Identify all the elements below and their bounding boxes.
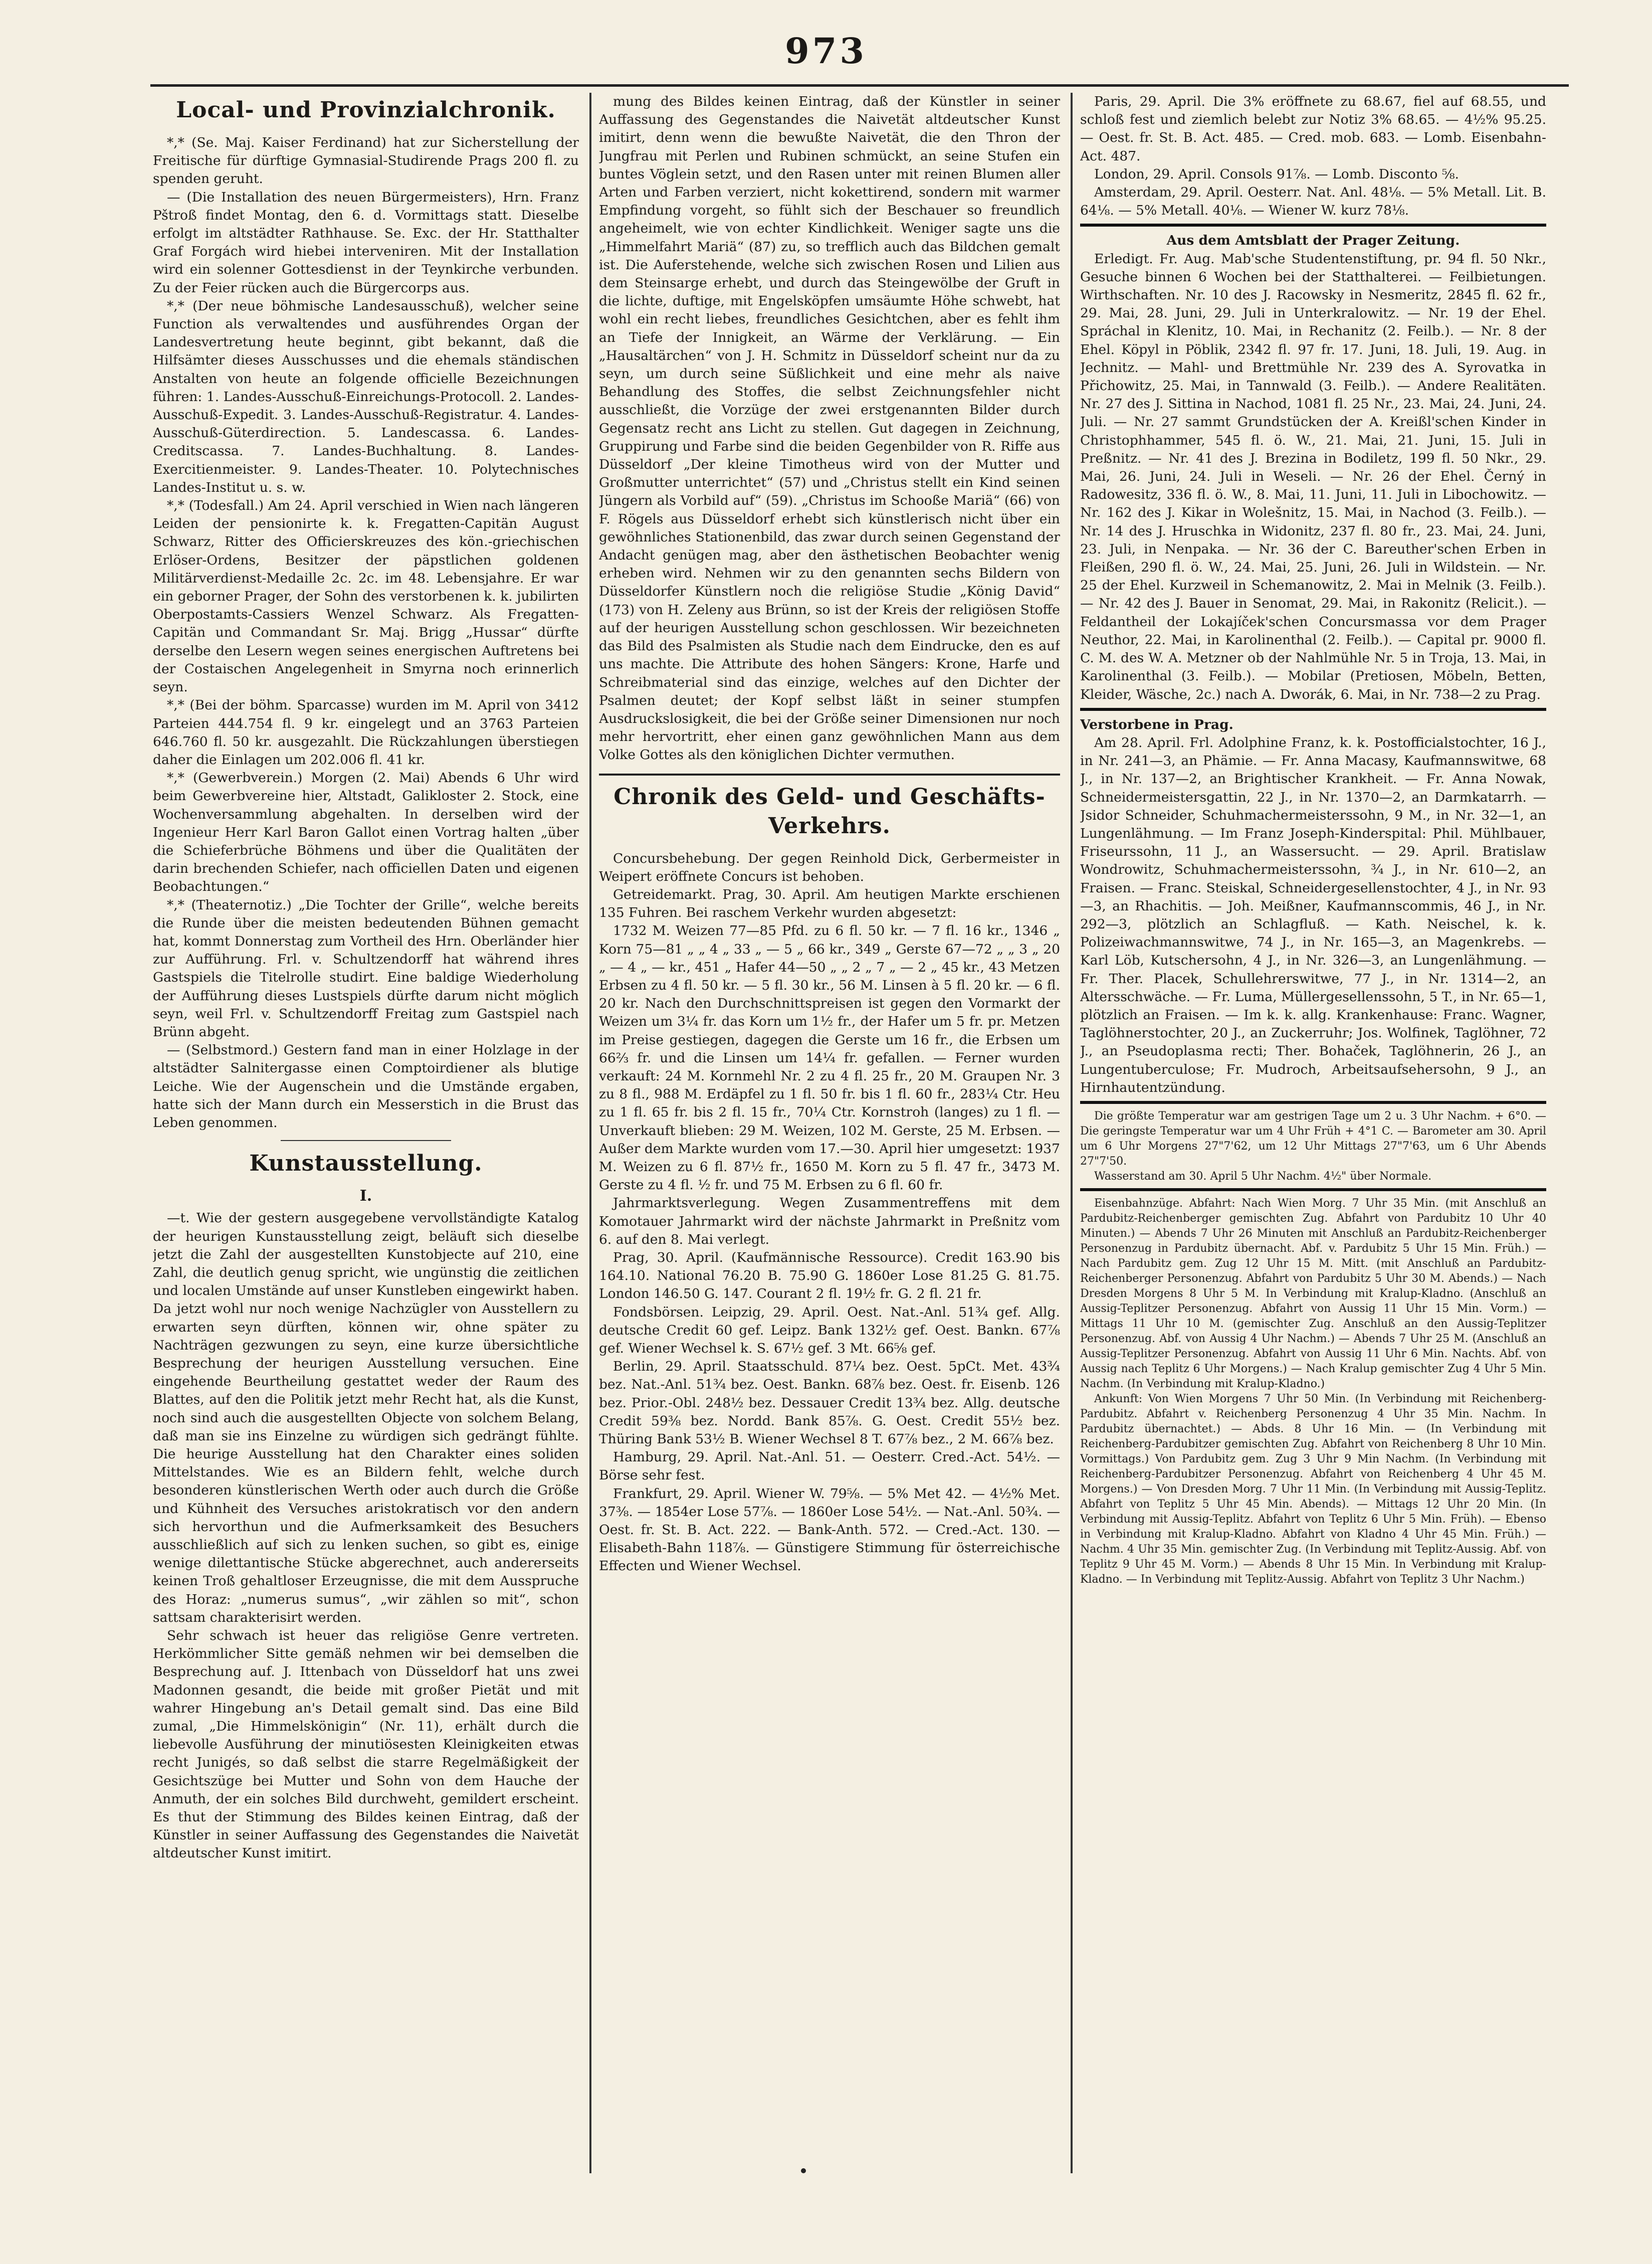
article-paragraph: Berlin, 29. April. Staatsschuld. 87¼ bez. Oest. 5pCt. Met. 43¾ bez. Nat.-Anl. 51¾ bez. Oest. Bankn. 68⅞ bez. Oest. fr. Eisenb. 126 bez. Prior.-Obl. 248½ bez. Dessauer Credit 13¾ bez. Allg. deutsche Credit 59⅜ bez. Nordd. Bank 85⅞. G. Oest. Credit 55½ bez. Thüring Bank 53½ B. Wiener Wechsel 8 T. 67⅞ bez., 2 M. 66⅞ bez. [599, 1359, 1060, 1447]
column-2 [599, 93, 1060, 2198]
deceased-heading: Verstorbene in Prag. [1080, 716, 1233, 732]
column-divider-2 [1071, 93, 1073, 2173]
local-chronicle-heading: Local- und Provinzialchronik. [176, 97, 556, 123]
weather-note: Die größte Temperatur war am gestrigen Tage um 2 u. 3 Uhr Nachm. + 6°0. — Die geringste Temperatur war um 4 Uhr Früh + 4°1 C. — Barometer am 30. April um 6 Uhr Morgens 27"7'62, um 12 Uhr Mittags 27"7'63, um 6 Uhr Abends 27"7'50. [1080, 1109, 1546, 1168]
page-number: 973 [784, 30, 868, 72]
column-divider-1 [589, 93, 591, 2173]
article-paragraph: —t. Wie der gestern ausgegebene vervollständigte Katalog der heurigen Kunstausstellung zeigt, beläuft sich dieselbe jetzt die Zahl der ausgestellten Kunstobjecte auf 210, eine Zahl, die deutlich genug spricht, wie ungünstig die zeitlichen und localen Umstände auf unser Kunstleben eingewirkt haben. Da jetzt wohl nur noch wenige Nachzügler von Ausstellern zu erwarten seyn dürften, können wir, ohne später zu Nachträgen gezwungen zu seyn, eine kurze übersichtliche Besprechung der heurigen Ausstellung versuchen. Eine eingehende Beurtheilung gestattet weder der Raum des Blattes, auf den die Politik jetzt mehr Recht hat, als die Kunst, noch sind auch die ausgestellten Objecte von solchem Belang, daß man sie ins Einzelne zu würdigen sich gedrängt fühlte. Die heurige Ausstellung hat den Charakter eines soliden Mittelstandes. Wie es an Bildern fehlt, welche durch besonderen künstlerischen Werth oder auch durch die Größe und Kühnheit des Versuches aristokratisch vor den andern sich hervorthun und die Aufmerksamkeit des Besuchers ausschließlich auf sich zu lenken suchen, so gibt es, einige wenige dilettantische Stücke abgerechnet, auch andererseits keinen Troß gehaltloser Erzeugnisse, die mit dem Ausspruche des Horaz: „numerus sumus“, „wir zählen so mit“, schon sattsam charakterisirt werden. [153, 1210, 579, 1625]
article-paragraph: Frankfurt, 29. April. Wiener W. 79⅝. — 5% Met 42. — 4½% Met. 37⅜. — 1854er Lose 57⅞. — 1860er Lose 54½. — Nat.-Anl. 50¾. — Oest. fr. St. B. Act. 222. — Bank-Anth. 572. — Cred.-Act. 130. — Elisabeth-Bahn 118⅞. — Günstigere Stimmung für österreichische Effecten und Wiener Wechsel. [599, 1485, 1060, 1574]
header-rule [150, 84, 1569, 87]
art-exhibition-heading: Kunstausstellung. [249, 1151, 483, 1177]
article-paragraph: 1732 M. Weizen 77—85 Pfd. zu 6 fl. 50 kr. — 7 fl. 16 kr., 1346 „ Korn 75—81 „ „ 4 „ 33 „ — 5 „ 66 kr., 349 „ Gerste 67—72 „ „ 3 „ 20 „ — 4 „ — kr., 451 „ Hafer 44—50 „ „ 2 „ 7 „ — 2 „ 45 kr., 43 Metzen Erbsen zu 4 fl. 50 kr. — 5 fl. 30 kr., 56 M. Linsen à 5 fl. 20 kr. — 6 fl. 20 kr. Nach den Durchschnittspreisen ist gegen den Vormarkt der Weizen um 3¼ fr. das Korn um 1½ fr., der Hafer um 5 fr. pr. Metzen im Preise gestiegen, dagegen die Gerste um 16 fr., die Erbsen um 66⅔ fr. und die Linsen um 14¼ fr. gefallen. — Ferner wurden verkauft: 24 M. Kornmehl Nr. 2 zu 4 fl. 25 fr., 20 M. Graupen Nr. 3 zu 8 fl., 988 M. Erdäpfel zu 1 fl. 50 fr. bis 1 fl. 60 fr., 283¼ Ctr. Heu zu 1 fl. 65 fr. bis 2 fl. 15 fr., 70¼ Ctr. Kornstroh (langes) zu 1 fl. — Unverkauft blieben: 29 M. Weizen, 102 M. Gerste, 25 M. Erbsen. — Außer dem Markte wurden vom 17.—30. April hier umgesetzt: 1937 M. Weizen zu 6 fl. 87½ fr., 1650 M. Korn zu 5 fl. 47 fr., 3473 M. Gerste zu 4 fl. ½ fr. und 75 M. Erbsen zu 6 fl. 60 fr. [599, 923, 1060, 1193]
article-paragraph: *,* (Se. Maj. Kaiser Ferdinand) hat zur Sicherstellung der Freitische für dürftige Gymnasial-Studirende Prags 200 fl. zu spenden geruht. [153, 135, 579, 187]
article-paragraph: Fondsbörsen. Leipzig, 29. April. Oest. Nat.-Anl. 51¾ gef. Allg. deutsche Credit 60 gef. Leipz. Bank 132½ gef. Oest. Bankn. 67⅞ gef. Wiener Wechsel k. S. 67½ gef. 3 Mt. 66⅝ gef. [599, 1304, 1060, 1356]
article-paragraph: *,* (Theaternotiz.) „Die Tochter der Grille“, welche bereits die Runde über die meisten bedeutenden Bühnen gemacht hat, kommt Donnerstag zum Vortheil des Hrn. Oberländer hier zur Aufführung. Frl. v. Schultzendorff hat während ihres Gastspiels die Titelrolle studirt. Eine baldige Wiederholung der Aufführung dieses Lustspiels dürfte darum nicht möglich seyn, weil Frl. v. Schultzendorff Freitag zum Gastspiel nach Brünn abgeht. [153, 897, 579, 1040]
railway-arrivals: Ankunft: Von Wien Morgens 7 Uhr 50 Min. (In Verbindung mit Reichenberg-Pardubitz. Abfahrt v. Reichenberg Personenzug 4 Uhr 35 Min. Nachm. In Pardubitz übernachtet.) — Abds. 8 Uhr 16 Min. — (In Verbindung mit Reichenberg-Pardubitzer gemischten Zug. Abfahrt von Reichenberg 8 Uhr 10 Min. Vormittags.) Von Pardubitz gem. Zug 3 Uhr 9 Min Nachm. (In Verbindung mit Reichenberg-Pardubitzer Personenzug. Abfahrt von Reichenberg 4 Uhr 45 M. Morgens.) — Von Dresden Morg. 7 Uhr 11 Min. (In Verbindung mit Aussig-Teplitz. Abfahrt von Teplitz 5 Uhr 45 Min. Abends). — Mittags 12 Uhr 20 Min. (In Verbindung mit Aussig-Teplitz. Abfahrt von Teplitz 6 Uhr 5 Min. Früh). — Ebenso in Verbindung mit Kralup-Kladno. Abfahrt von Kladno 4 Uhr 45 Min. Früh.) — Nachm. 4 Uhr 35 Min. gemischter Zug. (In Verbindung mit Teplitz-Aussig. Abf. von Teplitz 9 Uhr 45 M. Vorm.) — Abends 8 Uhr 15 Min. In Verbindung mit Kralup-Kladno. — In Verbindung mit Teplitz-Aussig. Abfahrt von Teplitz 3 Uhr Nachm.) [1080, 1392, 1546, 1586]
section-divider [1080, 708, 1546, 711]
article-paragraph: Prag, 30. April. (Kaufmännische Ressource). Credit 163.90 bis 164.10. National 76.20 B. 75.90 G. 1860er Lose 81.25 G. 81.75. London 146.50 G. 147. Courant 2 fl. 19½ fr. G. 2 fl. 21 fr. [599, 1249, 1060, 1302]
art-exhibition-part-number: I. [359, 1187, 372, 1205]
article-paragraph: *,* (Bei der böhm. Sparcasse) wurden im M. April von 3412 Parteien 444.754 fl. 9 kr. eingelegt und an 3763 Parteien 646.760 fl. 50 kr. ausgezahlt. Die Rückzahlungen überstiegen daher die Einlagen um 202.006 fl. 41 kr. [153, 697, 579, 768]
water-level-note: Wasserstand am 30. April 5 Uhr Nachm. 4½" über Normale. [1094, 1170, 1432, 1183]
article-paragraph: *,* (Todesfall.) Am 24. April verschied in Wien nach längeren Leiden der pensionirte k. k. Fregatten-Capitän August Schwarz, Ritter des Officierskreuzes des kön.-griechischen Erlöser-Ordens, Besitzer der päpstlichen goldenen Militärverdienst-Medaille 2c. 2c. im 48. Lebensjahre. Er war ein geborner Prager, der Sohn des verstorbenen k. k. jubilirten Oberpostamts-Cassiers Wenzel Schwarz. Als Fregatten-Capitän und Commandant Sr. Maj. Brigg „Hussar“ dürfte derselbe den Lesern wegen seines energischen Auftretens bei der Costaischen Angelegenheit in Smyrna noch erinnerlich seyn. [153, 498, 579, 695]
article-paragraph: Concursbehebung. Der gegen Reinhold Dick, Gerbermeister in Weipert eröffnete Concurs ist behoben. [599, 850, 1060, 884]
article-paragraph: *,* (Gewerbverein.) Morgen (2. Mai) Abends 6 Uhr wird beim Gewerbvereine hier, Altstadt, Galikloster 2. Stock, eine Wochenversammlung abgehalten. In derselben wird der Ingenieur Herr Karl Baron Gallot einen Vortrag halten „über die Schieferbrüche Böhmens und über die Qualitäten der darin brechenden Schiefer, nach officiellen Daten und eigenen Beobachtungen.“ [153, 770, 579, 895]
money-business-chronicle-heading: Chronik des Geld- und Geschäfts-Verkehrs. [613, 784, 1046, 839]
article-paragraph: Sehr schwach ist heuer das religiöse Genre vertreten. Herkömmlicher Sitte gemäß nehmen wir bei demselben die Besprechung auf. J. Ittenbach von Düsseldorf hat uns zwei Madonnen gesandt, die beide mit großer Pietät und mit wahrer Hingebung an's Detail gemalt sind. Das eine Bild zumal, „Die Himmelskönigin“ (Nr. 11), erhält durch die liebevolle Ausführung der minutiösesten Kleinigkeiten etwas recht Junigés, so daß selbst die starre Regelmäßigkeit der Gesichtszüge bei Mutter und Sohn von dem Hauche der Anmuth, der ein solches Bild durchweht, gemildert erscheint. Es thut der Stimmung des Bildes keinen Eintrag, daß der Künstler in seiner Auffassung des Gegenstandes die Naivetät altdeutscher Kunst imitirt. [153, 1628, 579, 1861]
article-paragraph: Jahrmarktsverlegung. Wegen Zusammentreffens mit dem Komotauer Jahrmarkt wird der nächste Jahrmarkt in Preßnitz vom 6. auf den 8. Mai verlegt. [599, 1195, 1060, 1247]
section-divider [599, 774, 1060, 776]
footer-dot [801, 2168, 806, 2173]
article-paragraph: — (Selbstmord.) Gestern fand man in einer Holzlage in der altstädter Salnitergasse einen Comptoirdiener als blutige Leiche. Wie der Augenschein und die Umstände ergaben, hatte sich der Mann durch ein Messerstich in die Brust das Leben genommen. [153, 1042, 579, 1130]
article-paragraph: *,* (Der neue böhmische Landesausschuß), welcher seine Function als verwaltendes und ausführendes Organ der Landesvertretung heute beginnt, gibt bekannt, daß die Hilfsämter dieses Ausschusses und die ehemals ständischen Anstalten von heute an folgende officielle Bezeichnungen führen: 1. Landes-Ausschuß-Einreichungs-Protocoll. 2. Landes-Ausschuß-Expedit. 3. Landes-Ausschuß-Registratur. 4. Landes-Ausschuß-Güterdirection. 5. Landescassa. 6. Landes-Creditscassa. 7. Landes-Buchhaltung. 8. Landes-Exercitienmeister. 9. Landes-Theater. 10. Polytechnisches Landes-Institut u. s. w. [153, 298, 579, 495]
section-divider [1080, 1188, 1546, 1191]
official-gazette-heading: Aus dem Amtsblatt der Prager Zeitung. [1166, 233, 1460, 249]
railway-departures: Eisenbahnzüge. Abfahrt: Nach Wien Morg. 7 Uhr 35 Min. (mit Anschluß an Pardubitz-Reichenberger gemischten Zug. Abfahrt von Pardubitz 10 Uhr 40 Minuten.) — Abends 7 Uhr 26 Minuten mit Anschluß an Pardubitz-Reichenberger Personenzug in Pardubitz übernacht. Abf. v. Pardubitz 5 Uhr 15 Min. Früh.) — Nach Pardubitz gem. Zug 12 Uhr 15 M. Mitt. (mit Anschluß an Pardubitz-Reichenberger Personenzug. Abfahrt von Pardubitz 5 Uhr 30 M. Abends.) — Nach Dresden Morgens 8 Uhr 5 M. In Verbindung mit Kralup-Kladno. (Anschluß an Aussig-Teplitzer Personenzug. Abfahrt von Aussig 11 Uhr 15 Min. Vorm.) — Mittags 11 Uhr 10 M. (gemischter Zug. Anschluß an den Aussig-Teplitzer Personenzug. Abf. von Aussig 4 Uhr Nachm.) — Abends 7 Uhr 25 M. (Anschluß an Aussig-Teplitzer Personenzug. Abfahrt von Aussig 11 Uhr 6 Min. Nachts. Abf. von Aussig nach Teplitz 6 Uhr Morgens.) — Nach Kralup gemischter Zug 4 Uhr 5 Min. Nachm. (In Verbindung mit Kralup-Kladno.) [1080, 1197, 1546, 1390]
article-paragraph: Amsterdam, 29. April. Oesterr. Nat. Anl. 48⅛. — 5% Metall. Lit. B. 64⅛. — 5% Metall. 40⅛. — Wiener W. kurz 78⅛. [1080, 184, 1546, 219]
article-paragraph: Hamburg, 29. April. Nat.-Anl. 51. — Oesterr. Cred.-Act. 54½. — Börse sehr fest. [599, 1449, 1060, 1483]
article-paragraph: Am 28. April. Frl. Adolphine Franz, k. k. Postofficialstochter, 16 J., in Nr. 241—3, an Phämie. — Fr. Anna Macasy, Kaufmannswitwe, 68 J., in Nr. 137—2, an Brightischer Krankheit. — Fr. Anna Nowak, Schneidermeistersgattin, 22 J., in Nr. 1370—2, an Darmkatarrh. — Jsidor Schneider, Schuhmachermeisterssohn, 9 M., in Nr. 32—1, an Lungenlähmung. — Im Franz Joseph-Kinderspital: Phil. Mühlbauer, Friseurssohn, 11 J., an Wassersucht. — 29. April. Bratislaw Wondrowitz, Schuhmachermeisterssohn, ¾ J., in Nr. 610—2, an Fraisen. — Franc. Steiskal, Schneidergesellenstochter, 4 J., in Nr. 93—3, an Rhachitis. — Joh. Meißner, Kaufmannscommis, 46 J., in Nr. 292—3, plötzlich an Schlagfluß. — Kath. Neischel, k. k. Polizeiwachmannswitwe, 74 J., in Nr. 165—3, an Magenkrebs. — Karl Löb, Kutschersohn, 4 J., in Nr. 326—3, an Lungenlähmung. — Fr. Ther. Placek, Schullehrerswitwe, 77 J., in Nr. 1314—2, an Altersschwäche. — Fr. Luma, Müllergesellenssohn, 5 T., in Nr. 65—1, plötzlich an Fraisen. — Im k. k. allg. Krankenhause: Franc. Wagner, Taglöhnerstochter, 20 J., an Zuckerruhr; Jos. Wolfinek, Taglöhner, 72 J., an Pseudoplasma recti; Ther. Bohaček, Taglöhnerin, 26 J., an Lungentuberculose; Fr. Mudroch, Arbeitsaufsehersohn, 9 J., an Hirnhautentzündung. [1080, 734, 1546, 1095]
article-paragraph: Getreidemarkt. Prag, 30. April. Am heutigen Markte erschienen 135 Fuhren. Bei raschem Verkehr wurden abgesetzt: [599, 886, 1060, 921]
section-divider [1080, 224, 1546, 227]
section-divider [281, 1140, 451, 1141]
article-paragraph: Paris, 29. April. Die 3% eröffnete zu 68.67, fiel auf 68.55, und schloß fest und ziemlich belebt zur Notiz 3% 68.65. — 4½% 95.25. — Oest. fr. St. B. Act. 485. — Cred. mob. 683. — Lomb. Eisenbahn-Act. 487. [1080, 94, 1546, 164]
column-1 [153, 93, 579, 2198]
article-paragraph: — (Die Installation des neuen Bürgermeisters), Hrn. Franz Pštroß findet Montag, den 6. d. Vormittags statt. Dieselbe erfolgt im altstädter Rathhause. Se. Exc. der Hr. Statthalter Graf Forgách wird hiebei interveniren. Mit der Installation wird ein solenner Gottesdienst in der Teynkirche verbunden. Zu der Feier rücken auch die Bürgercorps aus. [153, 189, 579, 296]
column-3 [1080, 93, 1546, 2198]
article-paragraph: London, 29. April. Consols 91⅞. — Lomb. Disconto ⅝. [1094, 166, 1459, 182]
article-paragraph: mung des Bildes keinen Eintrag, daß der Künstler in seiner Auffassung des Gegenstandes die Naivetät altdeutscher Kunst imitirt, denn wenn die bewußte Naivetät, die den Thron der Jungfrau mit Perlen und Rubinen schmückt, an seine Stufen ein buntes Vöglein setzt, und den Rasen unter mit reinen Blumen aller Arten und Farben verziert, nicht kokettirend, sondern mit warmer Empfindung vorgeht, so fühlt sich der Beschauer so freundlich angeheimelt, wie von echter Kindlichkeit. Weniger sagte uns die „Himmelfahrt Mariä“ (87) zu, so trefflich auch das Bildchen gemalt ist. Die Auferstehende, welche sich zwischen Rosen und Lilien aus dem Steinsarge erhebt, und durch das Steingewölbe der Gruft in die lichte, duftige, mit Engelsköpfen umsäumte Höhe schwebt, hat wohl ein recht liebes, freundliches Gesichtchen, aber es fehlt ihm an Tiefe der Innigkeit, an Wärme der Verklärung. — Ein „Hausaltärchen“ von J. H. Schmitz in Düsseldorf scheint nur da zu seyn, um durch seine Süßlichkeit und eine mehr als naive Behandlung des Stoffes, die selbst Zeichnungsfehler nicht ausschließt, die Vorzüge der zwei erstgenannten Bilder durch Gegensatz recht ans Licht zu stellen. Gut dagegen in Zeichnung, Gruppirung und Farbe sind die beiden Gegenbilder von R. Riffe aus Düsseldorf „Der kleine Timotheus wird von der Mutter und Großmutter unterrichtet“ (57) und „Christus stellt ein Kind seinen Jüngern als Vorbild auf“ (59). „Christus im Schooße Mariä“ (66) von F. Rögels aus Düsseldorf erhebt sich künstlerisch nicht über ein gewöhnliches Stationenbild, das zwar durch seinen Gegenstand der Andacht genügen mag, aber den ästhetischen Beobachter wenig erheben wird. Nehmen wir zu den genannten sechs Bildern von Düsseldorfer Künstlern noch die religiöse Studie „König David“ (173) von H. Zeleny aus Brünn, so ist der Kreis der religiösen Stoffe auf der heurigen Ausstellung schon geschlossen. Wir bezeichneten das Bild des Psalmisten als Studie nach dem Eindrucke, den es auf uns machte. Die Attribute des hohen Sängers: Krone, Harfe und Schreibmaterial sind das einzige, welches auf den Dichter der Psalmen deutet; der Kopf selbst läßt in seiner stumpfen Ausdruckslosigkeit, die bei der Größe seiner Dimensionen nur noch mehr hervortritt, eher einen ganz gewöhnlichen Mann aus dem Volke Gottes als den königlichen Dichter vermuthen. [599, 94, 1060, 763]
section-divider [1080, 1101, 1546, 1104]
article-paragraph: Erledigt. Fr. Aug. Mab'sche Studentenstiftung, pr. 94 fl. 50 Nkr., Gesuche binnen 6 Wochen bei der Statthalterei. — Feilbietungen. Wirthschaften. Nr. 10 des J. Racowsky in Nesmeritz, 2845 fl. 62 fr., 29. Mai, 28. Juni, 29. Juli in Unterkralowitz. — Nr. 19 der Ehel. Spráchal in Klenitz, 10. Mai, in Rechanitz (2. Feilb.). — Nr. 8 der Ehel. Köpyl in Pöblik, 2342 fl. 97 fr. 17. Juni, 18. Juli, 19. Aug. in Jechnitz. — Mahl- und Brettmühle Nr. 239 des A. Syrovatka in Přichowitz, 25. Mai, in Tannwald (3. Feilb.). — Andere Realitäten. Nr. 27 des J. Sittina in Nachod, 1081 fl. 25 Nr., 23. Mai, 24. Juni, 24. Juli. — Nr. 27 sammt Grundstücken der A. Kreißl'schen Kinder in Christophhammer, 545 fl. ö. W., 21. Mai, 21. Juni, 15. Juli in Preßnitz. — Nr. 41 des J. Brezina in Bodiletz, 199 fl. 50 Nkr., 29. Mai, 26. Juni, 24. Juli in Weseli. — Nr. 26 der Ehel. Černý in Radowesitz, 336 fl. ö. W., 8. Mai, 11. Juni, 11. Juli in Libochowitz. — Nr. 162 des J. Kikar in Wolešnitz, 15. Mai, in Nachod (3. Feilb.). — Nr. 14 des J. Hruschka in Widonitz, 237 fl. 80 fr., 23. Mai, 24. Juni, 23. Juli, in Nenpaka. — Nr. 36 der C. Bareuther'schen Erben in Fleißen, 290 fl. ö. W., 24. Mai, 25. Juni, 26. Juli in Wildstein. — Nr. 25 der Ehel. Kurzweil in Schemanowitz, 2. Mai in Melnik (3. Feilb.). — Nr. 42 des J. Bauer in Senomat, 29. Mai, in Rakonitz (Relicit.). — Feldantheil der Lokajíček'schen Concursmassa vor dem Prager Neuthor, 22. Mai, in Karolinenthal (2. Feilb.). — Capital pr. 9000 fl. C. M. des W. A. Metzner ob der Nahlmühle Nr. 5 in Troja, 13. Mai, in Karolinenthal (3. Feilb.). — Mobilar (Pretiosen, Möbeln, Betten, Kleider, Wäsche, 2c.) nach A. Dworák, 6. Mai, in Nr. 738—2 zu Prag. [1080, 251, 1546, 702]
